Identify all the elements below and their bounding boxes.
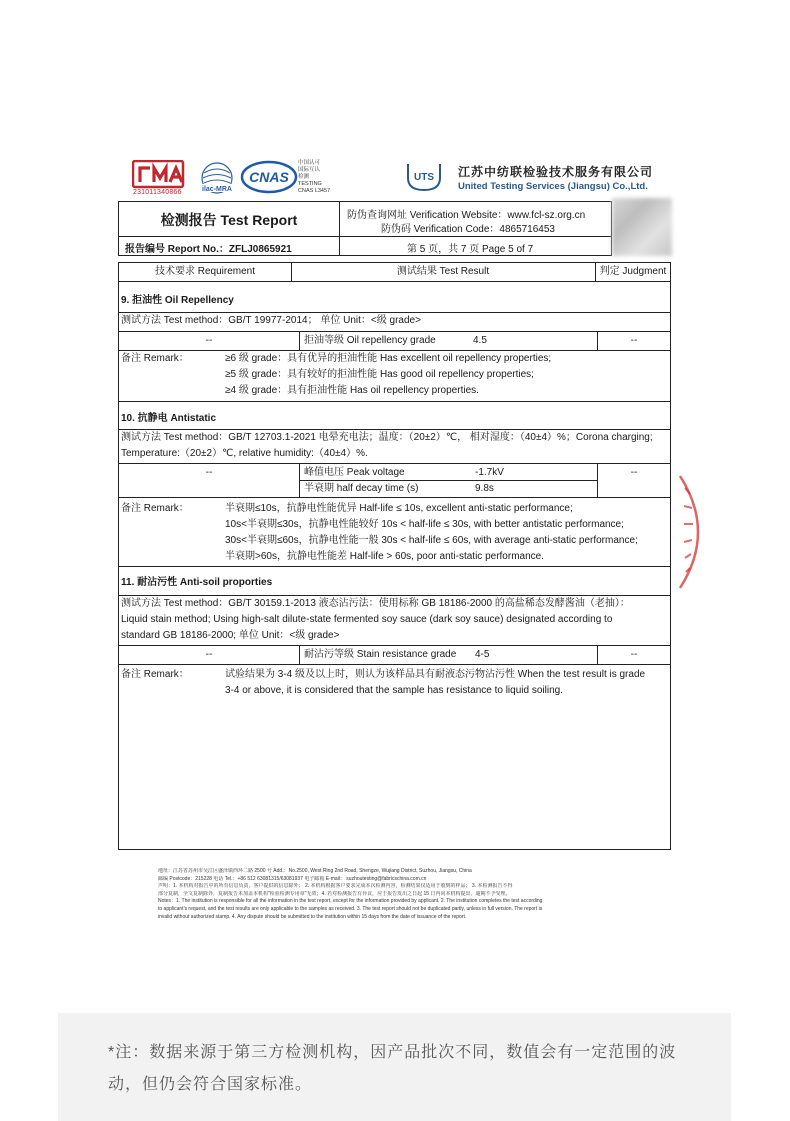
result-item: 拒油等级 Oil repellency grade (304, 335, 436, 346)
uts-label: UTS (414, 172, 434, 183)
cma-number: 231011340866 (133, 189, 182, 196)
cnas-text-line: CNAS L3457 (298, 188, 331, 194)
company-name-cn: 江苏中纺联检验技术服务有限公司 (458, 165, 654, 179)
uts-logo-icon (404, 160, 444, 194)
test-method: standard GB 18186-2000; 单位 Unit：<级 grade> (121, 630, 340, 641)
section-title-oil-repellency: 9. 拒油性 Oil Repellency (121, 295, 234, 306)
result-item: 半衰期 half decay time (s) (304, 483, 419, 494)
judgment-value: -- (630, 335, 638, 346)
column-header-requirement: 技术要求 Requirement (154, 266, 256, 277)
remark-line: 10s<半衰期≤30s，抗静电性能较好 10s < half-life ≤ 30s, with better antistatic performance; (225, 519, 624, 530)
test-method: Temperature:（20±2）℃, relative humidity:（40±4）%. (121, 448, 368, 459)
results-table (118, 262, 671, 850)
test-method: Liquid stain method; Using high-salt dilute-state fermented soy sauce (dark soy sauce) designated according to (121, 614, 613, 625)
judgment-value: -- (630, 649, 638, 660)
ilac-mra-label: ilac-MRA (202, 186, 232, 193)
blurred-qr-code (612, 198, 672, 256)
requirement-value: -- (205, 335, 213, 346)
result-value: 9.8s (475, 483, 494, 494)
remark-label: 备注 Remark： (121, 503, 189, 514)
remark-line: 3-4 or above, it is considered that the sample has resistance to liquid soiling. (225, 685, 563, 696)
company-name-en: United Testing Services (Jiangsu) Co.,Ltd. (458, 181, 648, 192)
page-indicator: 第 5 页，共 7 页 Page 5 of 7 (407, 244, 534, 255)
column-header-judgment: 判定 Judgment (599, 266, 667, 277)
ilac-mra-logo-icon (198, 161, 236, 197)
remark-label: 备注 Remark： (121, 669, 189, 680)
result-item: 峰值电压 Peak voltage (304, 467, 405, 478)
result-value: -1.7kV (475, 467, 504, 478)
remark-line: ≥4 级 grade：具有拒油性能 Has oil repellency properties. (225, 385, 479, 396)
footer-line: 声明：1. 本机构对报告中的所有信息负责，客户提供的信息除外； 2. 本机构根据客户要求完成本次检测内容，检测结果仅适用于收到的样品； 3. 本检测报告不得 (158, 883, 513, 890)
cnas-logo-icon (240, 160, 298, 194)
section-title-antistatic: 10. 抗静电 Antistatic (121, 413, 217, 424)
footer-line: to applicant's request, and the test results are only applicable to the samples as received. 3. The test report should not be duplicated partly, unless in full version. The report is (158, 905, 543, 912)
report-footer-notes (158, 868, 636, 921)
verification-code: 防伪码 Verification Code：4865716453 (381, 224, 555, 235)
cnas-accreditation-text (298, 160, 330, 195)
footer-line: 地址：江苏省苏州市吴江区盛泽镇西环二路 2500 号 Add.：No.2500, West Ring 2nd Road, Shengze, Wujiang District, Suzhou, Jiangsu, China (158, 868, 472, 874)
test-method: 测试方法 Test method：GB/T 12703.1-2021 电晕充电法；温度：（20±2）℃， 相对湿度：（40±4）%；Corona charging; (121, 432, 653, 443)
requirement-value: -- (205, 467, 213, 478)
section-title-anti-soil: 11. 耐沾污性 Anti-soil proporties (121, 577, 273, 588)
report-title: 检测报告 Test Report (160, 212, 298, 228)
result-value: 4-5 (475, 649, 490, 660)
verification-website: 防伪查询网址 Verification Website：www.fcl-sz.org.cn (347, 210, 586, 221)
test-method: 测试方法 Test method：GB/T 30159.1-2013 液态沾污法：使用标称 GB 18186-2000 的高盐稀态发酵酱油（老抽）： (121, 598, 630, 609)
footer-line: 部分复制，全文复制除外，复制报告未加盖本机构"检验检测专用章"无效；4. 若对检测报告有异议，应于报告发出之日起 15 日内向本机构提出，逾期不予受理。 (158, 890, 511, 897)
cnas-text-line: 中国认可 (298, 160, 321, 166)
cnas-text-line: TESTING (298, 181, 322, 187)
result-value: 4.5 (473, 335, 487, 346)
remark-label: 备注 Remark： (121, 353, 189, 364)
remark-line: ≥6 级 grade：具有优异的拒油性能 Has excellent oil repellency properties; (225, 353, 552, 364)
cnas-text-line: 国际互认 (298, 167, 321, 173)
footer-line: invalid without authorized stamp. 4. Any dispute should be submitted to the institution within 15 days from the date of issuance of the report. (158, 913, 467, 920)
data-source-note-box (58, 1013, 731, 1121)
requirement-value: -- (205, 649, 213, 660)
footer-line: 邮编 Postcode：215228 电话 Tel.：+86 512 63081315/63081937 电子邮箱 E-mail： suzhoutesting@fabricschina.com.cn (158, 875, 427, 882)
test-method: 测试方法 Test method：GB/T 19977-2014； 单位 Unit：<级 grade> (121, 315, 421, 326)
remark-line: 半衰期>60s，抗静电性能差 Half-life > 60s, poor anti-static performance. (225, 551, 544, 562)
remark-line: 试验结果为 3-4 级及以上时，则认为该样品具有耐液态污物沾污性 When the test result is grade (225, 669, 646, 680)
result-item: 耐沾污等级 Stain resistance grade (304, 649, 457, 660)
judgment-value: -- (630, 467, 638, 478)
cnas-text-line: 检测 (298, 174, 310, 180)
report-number: 报告编号 Report No.：ZFLJ0865921 (125, 244, 292, 255)
remark-line: 30s<半衰期≤60s，抗静电性能一般 30s < half-life ≤ 60s, with average anti-static performance; (225, 535, 638, 546)
column-header-result: 测试结果 Test Result (396, 266, 490, 277)
footer-line: Notes：1. The institution is responsible for all the information in the test report, except for the information provided by applicant. 2. The institution completes the test according (158, 898, 543, 905)
red-stamp-icon (676, 472, 706, 592)
remark-line: 半衰期≤10s，抗静电性能优异 Half-life ≤ 10s, excellent anti-static performance; (225, 503, 573, 514)
remark-line: ≥5 级 grade：具有较好的拒油性能 Has good oil repellency properties; (225, 369, 534, 380)
cnas-label: CNAS (249, 169, 289, 185)
report-header-table (118, 201, 612, 256)
data-source-note: *注：数据来源于第三方检测机构，因产品批次不同，数值会有一定范围的波动，但仍会符合国家标准。 (108, 1044, 677, 1093)
